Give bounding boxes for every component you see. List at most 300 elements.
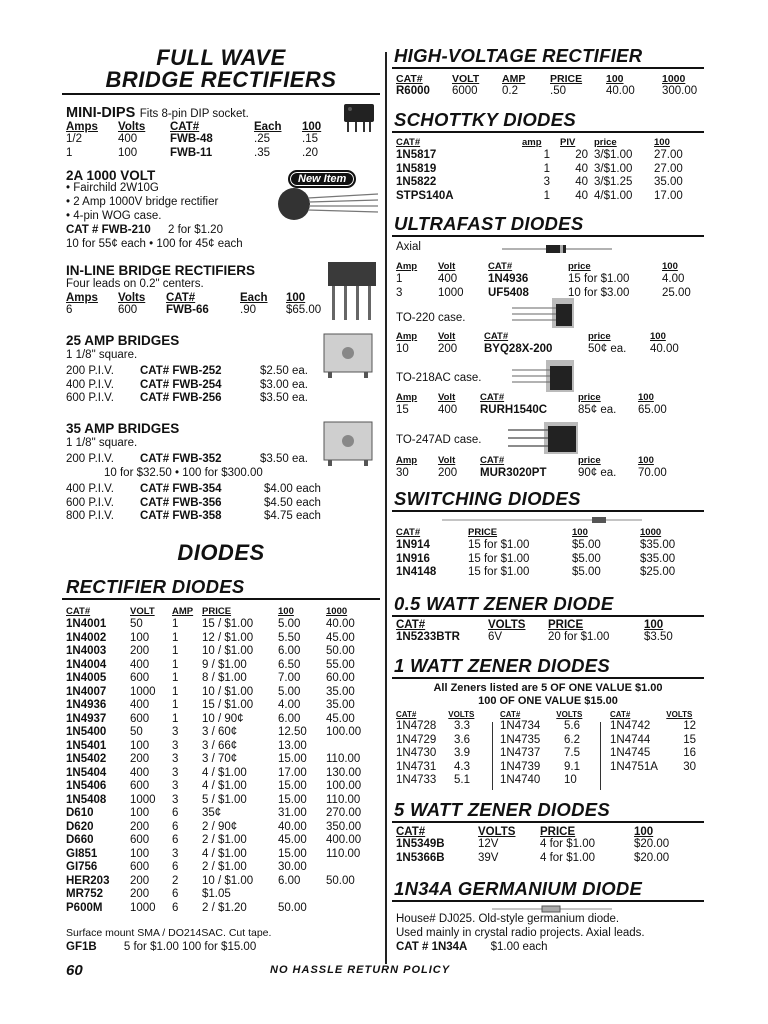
cell: 400 xyxy=(438,273,458,285)
germanium-desc-1: House# DJ025. Old-style germanium diode. xyxy=(396,913,620,925)
minidips-title: MINI-DIPS xyxy=(66,105,136,121)
table-row xyxy=(66,659,361,673)
bridge-title-line1: FULL WAVE xyxy=(156,45,286,70)
header-cell: 100 xyxy=(662,261,678,272)
header-cell: Amp xyxy=(396,455,418,466)
right-column xyxy=(392,0,706,1024)
switching-rows xyxy=(396,539,675,580)
cell: $25.00 xyxy=(640,566,676,578)
cell: 1N4735 xyxy=(500,733,541,746)
cell: 200 xyxy=(130,645,150,657)
cell: 6.00 xyxy=(278,712,301,725)
switching-title: SWITCHING DIODES xyxy=(394,488,581,509)
zener1-note-2: 100 OF ONE VALUE $15.00 xyxy=(478,695,618,707)
cell xyxy=(326,740,361,754)
cell: 1000 xyxy=(130,901,156,914)
cell: 200 xyxy=(130,888,150,900)
header-cell: VOLTS xyxy=(666,710,693,719)
amp35-bulk-price: 10 for $32.50 • 100 for $300.00 xyxy=(104,467,263,479)
cell: 1N5401 xyxy=(66,739,107,752)
header-cell: 100 xyxy=(572,527,588,538)
minidips-heading xyxy=(66,104,249,122)
header-cell: CAT# xyxy=(166,292,196,304)
zener1-rule xyxy=(392,677,704,679)
cell: 1000 xyxy=(130,793,156,806)
cell: 50.00 xyxy=(326,645,355,657)
cell: 6.00 xyxy=(278,645,301,657)
cell: 15 / $1.00 xyxy=(202,699,254,711)
header-cell: PRICE xyxy=(548,619,584,631)
table-row xyxy=(66,794,361,808)
cell: 45.00 xyxy=(326,631,355,644)
cell: 4 for $1.00 xyxy=(540,851,595,864)
cell: 15 xyxy=(396,404,409,416)
cell: 200 P.I.V. xyxy=(66,453,114,465)
table-row xyxy=(396,852,669,866)
cell: 1/2 xyxy=(66,133,82,145)
cell: 200 P.I.V. xyxy=(66,365,114,377)
header-cell: Each xyxy=(254,121,282,133)
axial-label: Axial xyxy=(396,241,421,253)
cell: 600 xyxy=(118,304,138,316)
cell: 6 xyxy=(172,888,179,900)
cell: 30 xyxy=(683,760,696,773)
cell: 1N5349B xyxy=(396,838,445,850)
left-column xyxy=(62,0,380,1024)
cell: 40.00 xyxy=(650,343,679,355)
table-row xyxy=(66,861,361,875)
cell: 2 / $1.00 xyxy=(202,834,247,846)
cell: 1N4003 xyxy=(66,645,107,657)
cell: D610 xyxy=(66,807,94,819)
cell: $4.50 each xyxy=(264,496,321,509)
cell: 110.00 xyxy=(326,793,361,806)
cell: 55.00 xyxy=(326,658,355,671)
switching-diode-icon xyxy=(442,515,642,525)
ultrafast-rule xyxy=(392,235,704,237)
cell: $3.50 xyxy=(644,631,673,643)
cell: 1N4936 xyxy=(66,699,107,711)
cell: 3/$1.00 xyxy=(594,162,633,175)
rectifier-title: RECTIFIER DIODES xyxy=(66,576,245,597)
cell: 1N4751A xyxy=(610,760,658,773)
cell: 12V xyxy=(478,838,499,850)
cell: 200 xyxy=(130,820,150,833)
cell: 27.00 xyxy=(654,162,683,175)
cell: 1N5408 xyxy=(66,793,107,806)
cell: $5.00 xyxy=(572,539,601,551)
cell: 400 xyxy=(118,133,138,145)
cell: .50 xyxy=(550,85,566,97)
header-cell: VOLT xyxy=(452,73,480,85)
zener1-col3-header xyxy=(610,710,696,720)
cell: $4.75 each xyxy=(264,510,321,522)
cell: 3 xyxy=(172,847,179,860)
cell: BYQ28X-200 xyxy=(484,343,553,355)
cell: 5 / $1.00 xyxy=(202,793,247,806)
cell: 5.1 xyxy=(454,774,470,786)
cell: 350.00 xyxy=(326,820,362,833)
table-header-row xyxy=(396,137,683,149)
cell: .20 xyxy=(302,146,318,159)
twoamp-price1: 2 for $1.20 xyxy=(167,224,223,236)
table-row xyxy=(66,713,361,727)
header-cell: CAT# xyxy=(396,710,417,719)
table-header-row xyxy=(66,606,361,618)
header-cell: VOLTS xyxy=(448,710,475,719)
header-cell: CAT# xyxy=(396,527,421,538)
table-header-row xyxy=(66,121,321,133)
schottky-table xyxy=(396,137,683,203)
header-cell: 100 xyxy=(302,121,322,133)
cell: $35.00 xyxy=(640,552,676,565)
table-row xyxy=(396,566,675,580)
cell: 1 xyxy=(172,699,179,711)
cell: 300.00 xyxy=(662,85,698,97)
table-row xyxy=(66,780,361,794)
ultrafast-title: ULTRAFAST DIODES xyxy=(394,213,584,234)
cell: 1N4005 xyxy=(66,672,107,684)
header-cell: VOLTS xyxy=(556,710,583,719)
table-row xyxy=(66,379,308,393)
table-row xyxy=(396,149,683,163)
cell: 600 P.I.V. xyxy=(66,496,114,509)
cell: 15.00 xyxy=(278,753,307,765)
cell: UF5408 xyxy=(488,286,529,299)
cell: 6 xyxy=(172,807,179,819)
header-cell: 100 xyxy=(650,331,666,342)
cell: 3.9 xyxy=(454,747,470,759)
cell: 15 for $1.00 xyxy=(568,273,630,285)
table-row xyxy=(610,720,696,734)
cell: 1N4004 xyxy=(66,658,107,671)
twoamp-bullet-1: • Fairchild 2W10G xyxy=(66,182,159,194)
table-row xyxy=(66,875,361,889)
table-row xyxy=(66,767,361,781)
cell: 90¢ ea. xyxy=(578,467,617,479)
cell: 16 xyxy=(683,747,696,759)
header-cell: CAT# xyxy=(396,73,423,85)
square-bridge-icon xyxy=(318,418,378,468)
bridge-title-rule xyxy=(62,93,380,95)
cell: .15 xyxy=(302,133,318,145)
cell: 35¢ xyxy=(202,807,222,819)
cell xyxy=(326,888,361,902)
cell: 40.00 xyxy=(326,618,355,630)
table-row xyxy=(610,734,696,748)
twoamp-bullet-2: • 2 Amp 1000V bridge rectifier xyxy=(66,196,219,208)
table-row xyxy=(500,734,580,748)
cell: R6000 xyxy=(396,85,430,97)
table-row xyxy=(66,510,321,524)
cell: 40 xyxy=(575,189,588,202)
cell: 1N5819 xyxy=(396,162,437,175)
table-row xyxy=(66,726,361,740)
cell: $3.00 ea. xyxy=(260,378,308,391)
zener5-table xyxy=(396,826,669,865)
header-cell: CAT# xyxy=(396,619,426,631)
cell: 7.00 xyxy=(278,672,301,684)
cell: 100 xyxy=(130,847,150,860)
gf1b-cat: GF1B xyxy=(66,941,97,953)
cell: 40 xyxy=(575,176,588,188)
header-cell: price xyxy=(594,137,617,148)
zener1-col2-table xyxy=(500,720,580,788)
cell: 1N4728 xyxy=(396,720,437,732)
cell: 7.5 xyxy=(564,747,580,759)
cell: 25.00 xyxy=(662,286,691,299)
table-row xyxy=(610,747,696,761)
cell: 3 / 70¢ xyxy=(202,753,238,765)
header-cell: PRICE xyxy=(202,606,232,617)
table-header-row xyxy=(396,73,697,85)
germanium-cat: CAT # 1N34A xyxy=(396,941,468,953)
zener1-col1-table xyxy=(396,720,470,788)
cell: 1 xyxy=(543,189,550,202)
cell: 45.00 xyxy=(326,712,355,725)
germanium-title: 1N34A GERMANIUM DIODE xyxy=(394,878,643,899)
header-cell: PRICE xyxy=(468,527,498,538)
cell: 1N4745 xyxy=(610,747,651,759)
header-cell: 100 xyxy=(286,292,306,304)
hv-title: HIGH-VOLTAGE RECTIFIER xyxy=(394,45,643,66)
table-header-row xyxy=(396,261,691,273)
cell: 10 xyxy=(396,343,409,355)
table-row xyxy=(66,392,308,406)
zener5-rows xyxy=(396,838,669,865)
header-cell: Volt xyxy=(438,261,456,272)
new-item-badge: New Item xyxy=(288,170,356,188)
rectifier-table xyxy=(66,606,361,915)
cell: 130.00 xyxy=(326,766,362,779)
cell: 3 xyxy=(396,286,403,299)
cell: 1N4729 xyxy=(396,733,437,746)
header-cell: 100 xyxy=(644,619,664,631)
cell: 1N4742 xyxy=(610,720,651,732)
germanium-price: $1.00 each xyxy=(490,941,548,953)
header-cell: CAT# xyxy=(396,137,421,148)
cell: 5.6 xyxy=(564,720,580,732)
header-cell: amp xyxy=(522,137,542,148)
cell: GI851 xyxy=(66,847,98,860)
cell: 1000 xyxy=(130,685,156,698)
header-cell: 1000 xyxy=(326,606,348,617)
zener05-rule xyxy=(392,615,704,617)
cell: CAT# FWB-254 xyxy=(140,378,222,391)
header-cell: Amp xyxy=(396,392,418,403)
cell: 100 xyxy=(118,146,138,159)
cell: 3.6 xyxy=(454,733,470,746)
cell: 600 xyxy=(130,861,150,873)
cell: 15 for $1.00 xyxy=(468,539,530,551)
inline-table xyxy=(66,292,321,318)
zener1-col3-table xyxy=(610,720,696,774)
cell: 13.00 xyxy=(278,739,307,752)
table-row xyxy=(66,497,321,511)
cell: 70.00 xyxy=(638,467,667,479)
cell: 4 for $1.00 xyxy=(540,838,595,850)
cell: 65.00 xyxy=(638,404,667,416)
amp35-desc: 1 1/8" square. xyxy=(66,437,138,449)
table-row xyxy=(66,304,321,318)
cell: 12 / $1.00 xyxy=(202,631,254,644)
cell: 1 xyxy=(543,149,550,161)
cell: $2.50 ea. xyxy=(260,365,308,377)
cell: .90 xyxy=(240,304,256,316)
table-row xyxy=(66,147,321,161)
cell: 3 xyxy=(172,766,179,779)
table-row xyxy=(396,734,470,748)
header-cell: Volt xyxy=(438,392,456,403)
header-cell: Volt xyxy=(438,455,456,466)
table-row xyxy=(66,834,361,848)
zener1-col2 xyxy=(500,710,582,788)
twoamp-cat: CAT # FWB-210 xyxy=(66,224,151,236)
cell: 1N4731 xyxy=(396,760,437,773)
cell: 2 / 90¢ xyxy=(202,820,238,833)
cell: RURH1540C xyxy=(480,404,548,416)
cell: 1N914 xyxy=(396,539,430,551)
header-cell: CAT# xyxy=(480,392,505,403)
cell: 6V xyxy=(488,631,503,643)
cell: 200 xyxy=(130,874,150,887)
to247-package-icon xyxy=(508,420,580,456)
zener05-table xyxy=(396,619,673,645)
cell: $3.50 ea. xyxy=(260,453,308,465)
table-row xyxy=(396,404,667,418)
table-header-row xyxy=(66,292,321,304)
gf1b-line xyxy=(66,941,256,955)
table-row xyxy=(396,774,470,788)
table-header-row xyxy=(396,455,667,467)
cell: 15 / $1.00 xyxy=(202,618,254,630)
table-row xyxy=(396,85,697,99)
cell: 400.00 xyxy=(326,834,362,846)
table-row xyxy=(66,618,361,632)
cell: $4.00 each xyxy=(264,483,321,495)
table-row xyxy=(66,686,361,700)
header-cell: 1000 xyxy=(640,527,662,538)
cell: 200 xyxy=(130,753,150,765)
cell: 110.00 xyxy=(326,847,361,860)
cell: 9.1 xyxy=(564,760,580,773)
table-header-row xyxy=(396,619,673,631)
column-divider xyxy=(385,52,387,964)
cell: 6 xyxy=(172,861,179,873)
cell: 110.00 xyxy=(326,753,361,765)
to218-label: TO-218AC case. xyxy=(396,372,482,384)
zener1-note-1: All Zeners listed are 5 OF ONE VALUE $1.00 xyxy=(433,682,663,694)
hv-table xyxy=(396,73,697,99)
to247-table xyxy=(396,455,667,481)
cell: 800 P.I.V. xyxy=(66,510,114,522)
cell: 1N5404 xyxy=(66,766,107,779)
cell: 35.00 xyxy=(654,176,683,188)
cell: 1 xyxy=(172,712,179,725)
header-cell: VOLT xyxy=(130,606,155,617)
table-row xyxy=(396,163,683,177)
table-row xyxy=(66,902,361,916)
zener1-col3 xyxy=(610,710,696,774)
cell: 3/$1.25 xyxy=(594,176,633,188)
cell: $20.00 xyxy=(634,838,670,850)
header-cell: PRICE xyxy=(540,826,576,838)
cell: CAT# FWB-356 xyxy=(140,496,222,509)
table-row xyxy=(610,761,696,775)
zener1-col1-header xyxy=(396,710,474,720)
cell: 1 xyxy=(172,631,179,644)
table-header-row xyxy=(396,331,679,343)
cell: 20 xyxy=(575,149,588,161)
cell: 50 xyxy=(130,726,143,738)
cell: 3 / 60¢ xyxy=(202,726,238,738)
cell: 6.50 xyxy=(278,658,301,671)
to220-table xyxy=(396,331,679,357)
schottky-title: SCHOTTKY DIODES xyxy=(394,109,576,130)
table-row xyxy=(66,133,321,147)
twoamp-price2: 10 for 55¢ each • 100 for 45¢ each xyxy=(66,238,243,250)
cell: FWB-11 xyxy=(170,146,213,159)
cell xyxy=(326,861,361,875)
cell: 1N5366B xyxy=(396,851,445,864)
table-row xyxy=(396,467,667,481)
cell: 1N5817 xyxy=(396,149,437,161)
table-row xyxy=(66,807,361,821)
zener1-col1-rows xyxy=(396,720,470,788)
cell: 15 for $1.00 xyxy=(468,552,530,565)
zener05-title: 0.5 WATT ZENER DIODE xyxy=(394,593,614,614)
table-row xyxy=(66,672,361,686)
to218-package-icon xyxy=(512,358,576,394)
cell: 17.00 xyxy=(278,766,307,779)
header-cell: 100 xyxy=(278,606,294,617)
header-cell: CAT# xyxy=(396,826,426,838)
minidips-table xyxy=(66,121,321,160)
header-cell: Amp xyxy=(396,261,418,272)
cell: 1N4733 xyxy=(396,774,437,786)
cell: 40.00 xyxy=(606,85,635,97)
table-row xyxy=(66,753,361,767)
header-cell: Amps xyxy=(66,292,98,304)
cell: 400 xyxy=(438,404,458,416)
schottky-rule xyxy=(392,131,704,133)
zener1-divider-1 xyxy=(492,722,493,790)
cell: 15.00 xyxy=(278,793,307,806)
twoamp-title: 2A 1000 VOLT xyxy=(66,168,156,183)
header-cell: VOLTS xyxy=(488,619,526,631)
cell: CAT# FWB-256 xyxy=(140,392,222,404)
cell: 5.00 xyxy=(278,618,301,630)
inline-title: IN-LINE BRIDGE RECTIFIERS xyxy=(66,263,256,278)
cell: 6.00 xyxy=(278,874,301,887)
cell: 5.00 xyxy=(278,685,301,698)
cell: 4 / $1.00 xyxy=(202,847,247,860)
cell: 400 xyxy=(130,699,150,711)
header-cell: PIV xyxy=(560,137,576,148)
cell: 1 xyxy=(172,658,179,671)
cell: $35.00 xyxy=(640,539,676,551)
header-cell: Each xyxy=(240,292,268,304)
cell: 45.00 xyxy=(278,834,307,846)
round-bridge-icon xyxy=(276,186,380,222)
twoamp-bullet-3: • 4-pin WOG case. xyxy=(66,210,162,222)
cell: .35 xyxy=(254,146,270,159)
header-cell: 100 xyxy=(654,137,670,148)
cell: 4.00 xyxy=(662,273,685,285)
cell: 12 xyxy=(683,720,696,732)
amp25-title: 25 AMP BRIDGES xyxy=(66,333,180,348)
to220-label: TO-220 case. xyxy=(396,312,466,324)
